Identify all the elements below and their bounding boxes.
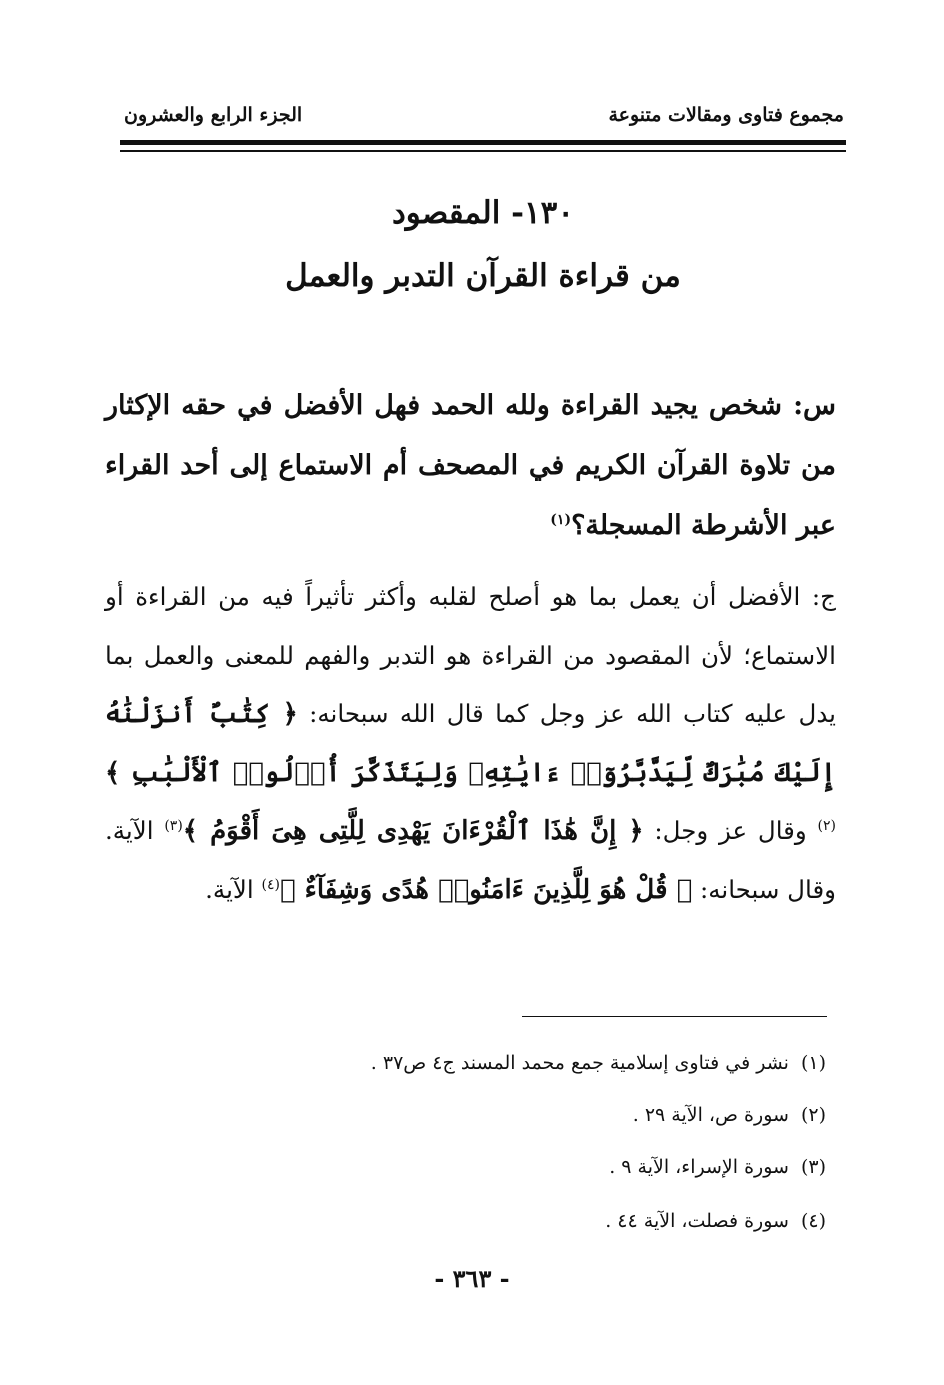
running-header-volume: الجزء الرابع والعشرون [124,104,303,126]
answer-text-2: وقال عز وجل: [654,816,807,845]
footnote-ref-4: (٤) [261,876,280,893]
footnote-text: سورة الإسراء، الآية ٩ . [609,1156,789,1178]
footnote-ref-1: (١) [550,512,572,528]
footnote-number: (٣) [800,1156,826,1178]
footnote-text: سورة ص، الآية ٢٩ . [632,1104,789,1126]
question-paragraph [105,376,836,556]
footnote-number: (٢) [800,1104,826,1126]
header-rule-thick [120,140,846,145]
footnote-3 [609,1156,826,1178]
footnote-ref-2: (٢) [817,817,836,834]
running-header-book-title: مجموع فتاوى ومقالات متنوعة [608,104,844,126]
answer-text-1: ج: الأفضل أن يعمل بما هو أصلح لقلبه وأكثر تأثيراً فيه من القراءة أو الاستماع؛ لأن المقصود من القراءة هو التدبر والفهم للمعنى والعمل بما يدل عليه كتاب الله عز وجل كما قال الله سبحانه: [105,582,836,728]
quran-verse-2: ﴿ إِنَّ هَٰذَا ٱلْقُرْءَانَ يَهْدِى لِلَّتِى هِىَ أَقْوَمُ ﴾ [182,816,644,846]
answer-text-3: الآية. وقال سبحانه: [105,816,836,904]
answer-paragraph [105,568,836,919]
quran-verse-3: ﴿ قُلْ هُوَ لِلَّذِينَ ءَامَنُوا۟ هُدًى وَشِفَآءٌ ﴾ [279,874,693,905]
footnote-ref-3: (٣) [164,817,183,834]
footnote-1 [371,1052,826,1074]
answer-text-4: الآية. [205,874,254,904]
question-text: س: شخص يجيد القراءة ولله الحمد فهل الأفضل في حقه الإكثار من تلاوة القرآن الكريم في المصحف أم الاستماع إلى أحد القراء عبر الأشرطة المسجلة؟ [105,390,836,541]
footnote-separator [522,1016,827,1017]
footnote-number: (٤) [800,1210,826,1232]
footnote-text: سورة فصلت، الآية ٤٤ . [605,1210,789,1232]
footnote-text: نشر في فتاوى إسلامية جمع محمد المسند ج٤ ص٣٧ . [370,1052,789,1074]
section-title-number: ١٣٠- المقصود [392,195,574,231]
header-rule-thin [120,150,846,152]
footnote-4 [605,1210,826,1232]
page-number: - ٣٦٣ - [434,1264,510,1293]
section-title-subject: من قراءة القرآن التدبر والعمل [285,258,681,294]
quran-verse-1: ﴿ كِتَٰبٌ أَنزَلْنَٰهُ إِلَيْكَ مُبَٰرَكٌ لِّيَدَّبَّرُوٓا۟ ءَايَٰتِهِۦ وَلِيَتَذَكَّرَ أُو۟لُوا۟ ٱلْأَلْبَٰبِ ﴾ [105,699,836,788]
footnote-2 [633,1104,826,1126]
footnote-number: (١) [800,1052,826,1074]
